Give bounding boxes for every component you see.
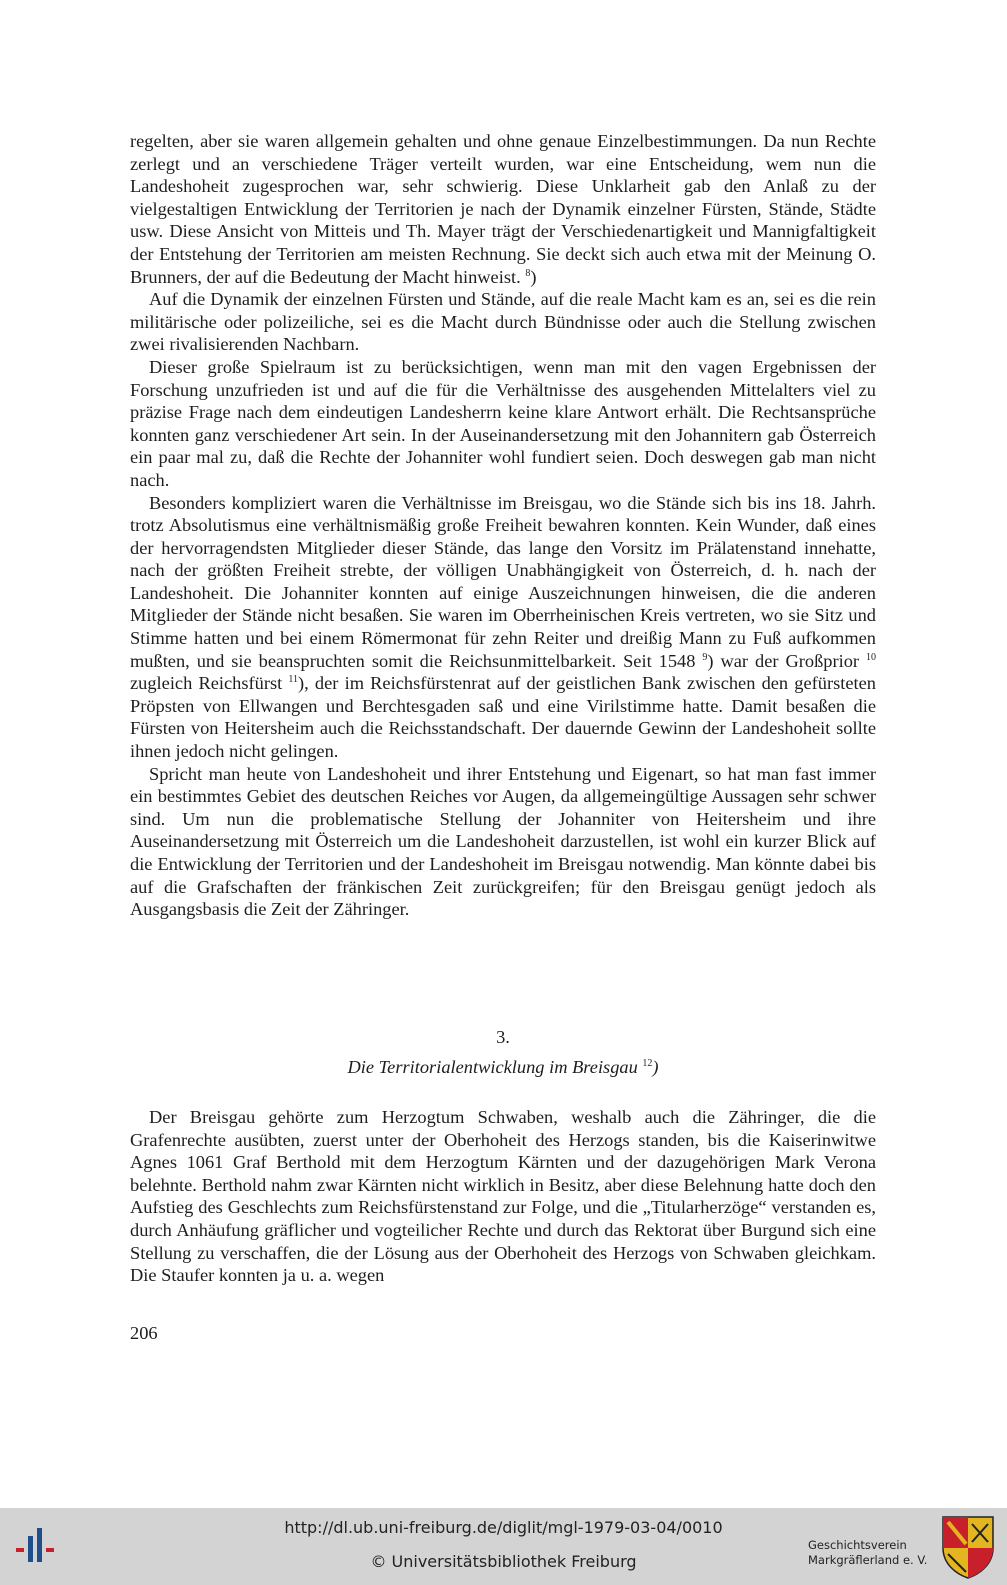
section-number: 3. xyxy=(496,1027,510,1047)
paragraph: Besonders kompliziert waren die Verhältnisse im Breisgau, wo die Stände sich bis ins 18. Jahrh. trotz Absolutismus eine verhältnismäßig große Freiheit bewahren konnten. Kein Wunder, daß eines der hervorragendsten Mitglieder dieser Stände, das lange den Vorsitz im Prälatenstand innehatte, nach der größten Freiheit strebte, der völligen Unabhängigkeit von Österreich, d. h. nach der Landeshoheit. Die Johanniter konnten auf einige Auszeichnungen hinweisen, die die anderen Mitglieder der Stände nicht besaßen. Sie waren im Oberrheinischen Kreis vertreten, wo sie Sitz und Stimme hatten und bei einem Römermonat für zehn Reiter und dreißig Mann zu Fuß aufkommen mußten, und sie beanspruchten somit die Reichsunmittelbarkeit. Seit 1548 $^9$) war der Großprior $^{10}$ zugleich Reichsfürst $^{11}$), der im Reichsfürstenrat auf der geistlichen Bank zwischen den gefürsteten Pröpsten von Ellwangen und Berchtesgaden saß und eine Virilstimme hatte. Damit besaßen die Fürsten von Heitersheim auch die Reichsstandschaft. Der dauernde Gewinn der Landeshoheit sollte ihnen jedoch nicht gelingen. xyxy=(130,492,876,762)
paragraph: Dieser große Spielraum ist zu berücksichtigen, wenn man mit den vagen Ergebnissen der Forschung unzufrieden ist und auf die für die Verhältnisse des ausgehenden Mittelalters viel zu präzise Frage nach dem eindeutigen Landesherrn keine klare Antwort erhält. Die Rechtsansprüche konnten ganz verschiedener Art sein. In der Auseinandersetzung mit den Johannitern gab Österreich ein paar mal zu, daß die Rechte der Johanniter wohl fundiert seien. Doch deswegen gab man nicht nach. xyxy=(130,356,876,490)
footnote-ref: 11 xyxy=(288,674,299,686)
footnote-ref: 8 xyxy=(525,267,531,279)
society-name: Geschichtsverein Markgräflerland e. V. xyxy=(808,1538,928,1567)
body-text xyxy=(130,130,876,921)
footnote-ref: 10 xyxy=(865,651,876,663)
footnote-ref: 12 xyxy=(642,1058,653,1069)
document-url-link[interactable]: http://dl.ub.uni-freiburg.de/diglit/mgl-1979-03-04/0010 xyxy=(284,1518,723,1537)
footnote-ref: 9 xyxy=(702,651,708,663)
paragraph: Der Breisgau gehörte zum Herzogtum Schwaben, weshalb auch die Zähringer, die die Grafenrechte ausübten, zuerst unter der Oberhoheit des Herzogs standen, bis die Kaiserinwitwe Agnes 1061 Graf Berthold mit dem Herzogtum Kärnten und der dazugehörigen Mark Verona belehnte. Berthold nahm zwar Kärnten nicht wirklich in Besitz, aber diese Belehnung hatte doch den Aufstieg des Geschlechts zum Reichsfürstenstand zur Folge, und die „Titularherzöge“ verstanden es, durch Anhäufung gräflicher und vogteilicher Rechte und durch das Rektorat über Burgund sich eine Stellung zu verschaffen, die der Lösung aus der Oberhoheit des Herzogs von Schwaben gleichkam. Die Staufer konnten ja u. a. wegen xyxy=(130,1107,876,1286)
paragraph: regelten, aber sie waren allgemein gehalten und ohne genaue Einzelbestimmungen. Da nun Rechte zerlegt und an verschiedene Träger verteilt wurden, war eine Entscheidung, wem nun die Landeshoheit zugesprochen war, sehr schwierig. Diese Unklarheit gab den Anlaß zu der vielgestaltigen Entwicklung der Territorien je nach der Dynamik einzelner Fürsten, Stände, Städte usw. Diese Ansicht von Mitteis und Th. Mayer trägt der Verschiedenartigkeit und Mannigfaltigkeit der Entstehung der Territorien am meisten Rechnung. Sie deckt sich auch etwa mit der Meinung O. Brunners, der auf die Bedeutung der Macht hinweist. $^8$) xyxy=(130,131,876,287)
section-title: Die Territorialentwicklung im Breisgau $^{12}$) xyxy=(347,1057,659,1077)
coat-of-arms-icon[interactable] xyxy=(940,1514,996,1580)
copyright-text: © Universitätsbibliothek Freiburg xyxy=(370,1552,637,1571)
paragraph: Auf die Dynamik der einzelnen Fürsten und Stände, auf die reale Macht kam es an, sei es die rein militärische oder polizeiliche, sei es die Macht durch Bündnisse oder auch die Stellung zwischen zwei rivalisierenden Nachbarn. xyxy=(130,289,876,355)
paragraph: Spricht man heute von Landeshoheit und ihrer Entstehung und Eigenart, so hat man fast immer ein bestimmtes Gebiet des deutschen Reiches vor Augen, da allgemeingültige Aussagen sehr schwer sind. Um nun die problematische Stellung der Johanniter von Heitersheim und ihre Auseinandersetzung mit Österreich um die Landeshoheit darzustellen, ist wohl ein kurzer Blick auf die Entwicklung der Territorien und der Landeshoheit im Breisgau notwendig. Man könnte dabei bis auf die Grafschaften der fränkischen Zeit zurückgreifen; für den Breisgau genügt jedoch als Ausgangsbasis die Zeit der Zähringer. xyxy=(130,763,876,920)
page-number: 206 xyxy=(130,1323,158,1343)
section-body-text xyxy=(130,1106,876,1287)
viewer-footer xyxy=(0,1508,1007,1585)
